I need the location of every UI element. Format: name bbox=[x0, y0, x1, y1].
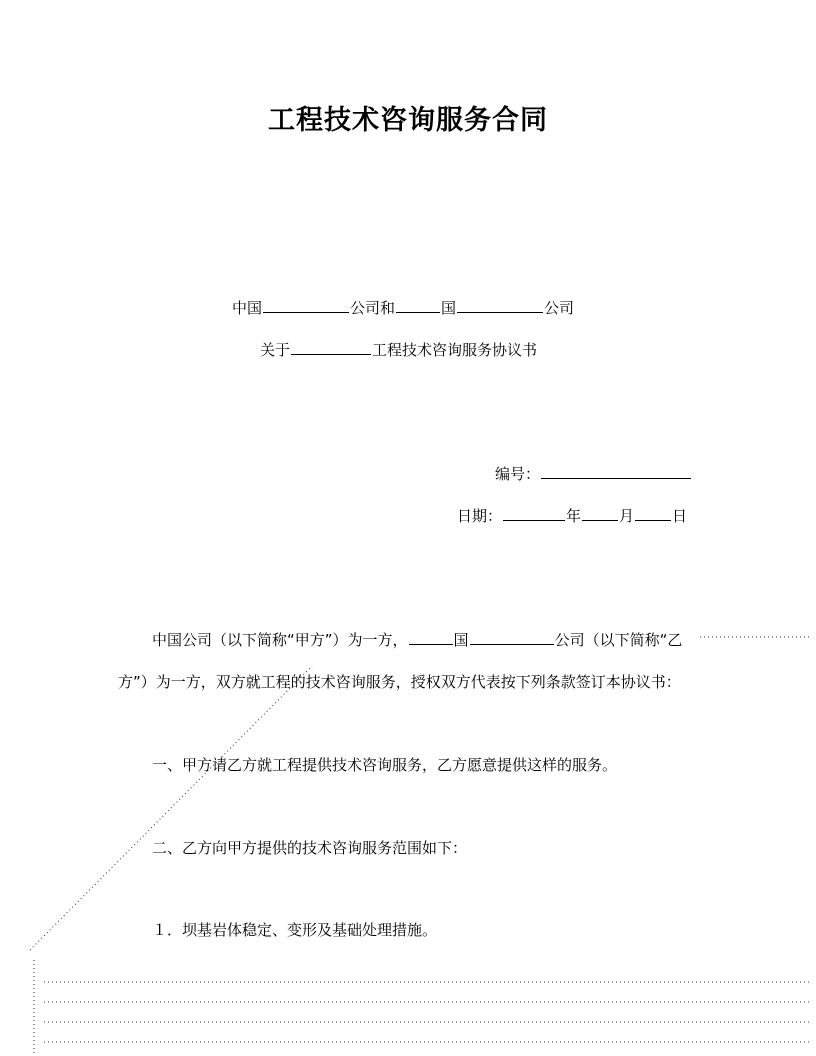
clause-1: 一、甲方请乙方就工程提供技术咨询服务，乙方愿意提供这样的服务。 bbox=[152, 756, 618, 774]
parties-prefix: 中国 bbox=[232, 299, 263, 317]
intro-company-blank[interactable] bbox=[470, 630, 554, 645]
month-blank[interactable] bbox=[582, 506, 618, 521]
parties-mid2: 国 bbox=[441, 299, 457, 317]
clause-2: 二、乙方向甲方提供的技术咨询服务范围如下： bbox=[152, 839, 468, 857]
number-label: 编号： bbox=[495, 465, 541, 483]
parties-suffix: 公司 bbox=[544, 299, 575, 317]
intro-country-blank[interactable] bbox=[409, 630, 453, 645]
intro-line-1 bbox=[152, 630, 682, 650]
document-title: 工程技术咨询服务合同 bbox=[268, 105, 548, 136]
item-1: １．坝基岩体稳定、变形及基础处理措施。 bbox=[152, 921, 438, 939]
subject-line bbox=[260, 340, 537, 360]
subject-suffix: 工程技术咨询服务协议书 bbox=[372, 341, 538, 359]
day-blank[interactable] bbox=[635, 506, 671, 521]
intro-part2: 国 bbox=[453, 631, 469, 649]
number-blank[interactable] bbox=[541, 464, 691, 479]
company-b-blank[interactable] bbox=[457, 298, 543, 313]
project-name-blank[interactable] bbox=[291, 340, 371, 355]
date-month: 月 bbox=[619, 507, 635, 525]
company-a-blank[interactable] bbox=[263, 298, 349, 313]
country-blank[interactable] bbox=[396, 298, 440, 313]
intro-part4: 方”）为一方，双方就工程的技术咨询服务，授权双方代表按下列条款签订本协议书： bbox=[118, 673, 681, 691]
number-line bbox=[495, 464, 692, 484]
date-label: 日期： bbox=[457, 507, 503, 525]
parties-line bbox=[232, 298, 574, 318]
intro-line-2 bbox=[118, 672, 681, 692]
subject-prefix: 关于 bbox=[260, 341, 291, 359]
intro-part1: 中国公司（以下简称“甲方”）为一方， bbox=[152, 631, 408, 649]
date-day: 日 bbox=[672, 507, 688, 525]
date-year: 年 bbox=[566, 507, 582, 525]
parties-mid1: 公司和 bbox=[350, 299, 396, 317]
date-line bbox=[457, 506, 687, 526]
year-blank[interactable] bbox=[503, 506, 565, 521]
intro-part3: 公司（以下简称“乙 bbox=[554, 631, 683, 649]
